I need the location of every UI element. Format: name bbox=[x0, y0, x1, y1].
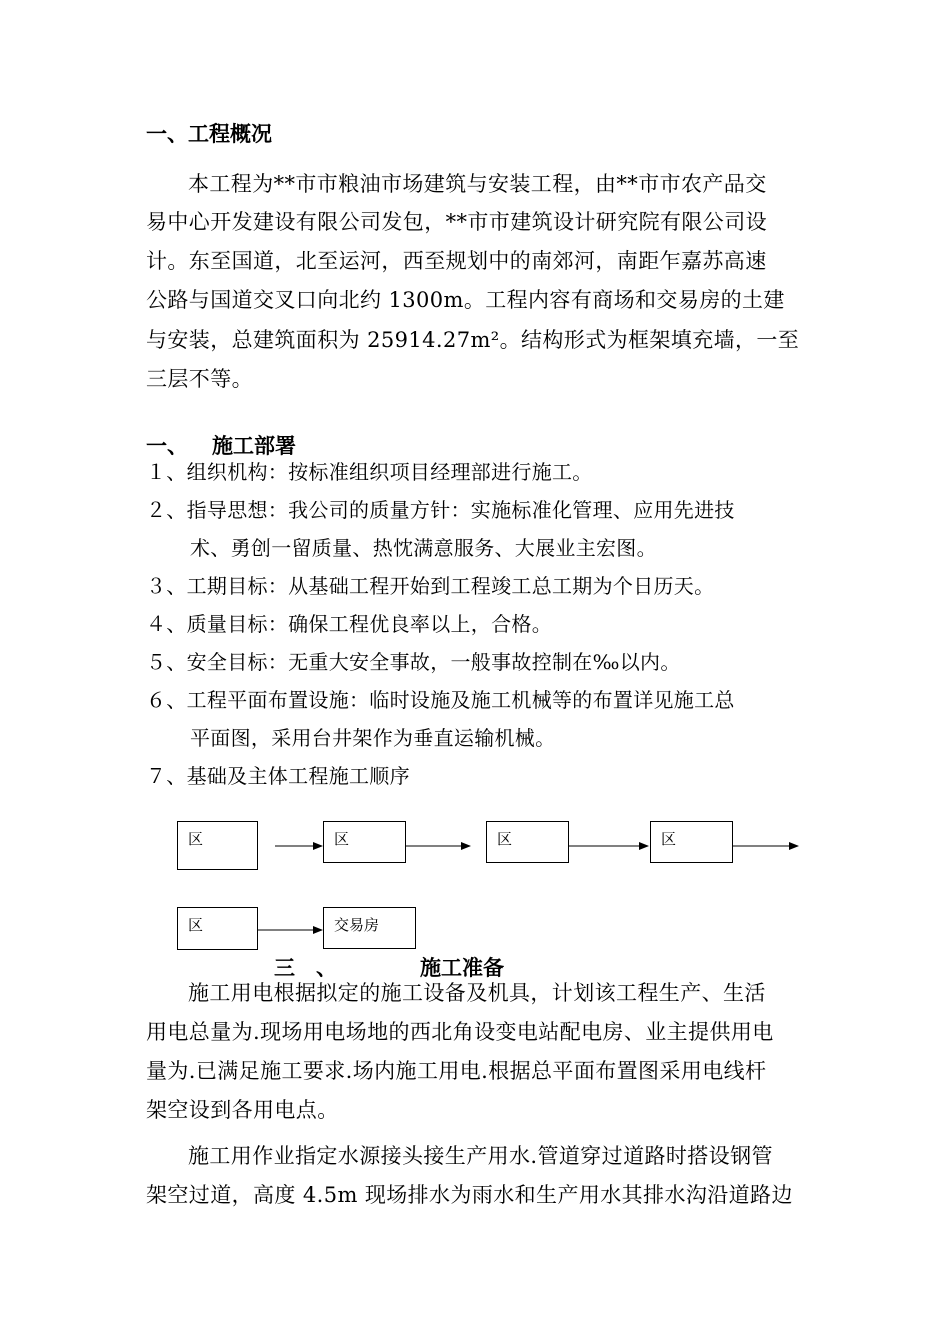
paragraph-line: 公路与国道交叉口向北约 1300m。工程内容有商场和交易房的土建 bbox=[146, 288, 785, 312]
paragraph-line: 架空过道，高度 4.5m 现场排水为雨水和生产用水其排水沟沿道路边 bbox=[146, 1183, 793, 1207]
list-item: ７、基础及主体工程施工顺序 bbox=[146, 764, 410, 788]
section-3-number: 三 、 bbox=[274, 955, 337, 980]
list-item: ６、工程平面布置设施：临时设施及施工机械等的布置详见施工总 bbox=[146, 688, 735, 712]
paragraph-line: 三层不等。 bbox=[146, 367, 253, 391]
paragraph-line: 施工用作业指定水源接头接生产用水.管道穿过道路时搭设钢管 bbox=[188, 1144, 773, 1168]
flow-box-trading-house: 交易房 bbox=[323, 907, 416, 949]
flow-box: 区 bbox=[486, 821, 569, 863]
section-1-heading: 一、工程概况 bbox=[146, 121, 272, 146]
paragraph-line: 本工程为**市市粮油市场建筑与安装工程，由**市市农产品交 bbox=[188, 172, 767, 196]
section-2-title: 施工部署 bbox=[212, 433, 296, 458]
paragraph-line: 量为.已满足施工要求.场内施工用电.根据总平面布置图采用电线杆 bbox=[146, 1059, 767, 1083]
flow-box: 区 bbox=[323, 821, 406, 863]
list-item: １、组织机构：按标准组织项目经理部进行施工。 bbox=[146, 460, 593, 484]
flow-box: 区 bbox=[650, 821, 733, 863]
paragraph-line: 用电总量为.现场用电场地的西北角设变电站配电房、业主提供用电 bbox=[146, 1020, 774, 1044]
list-item: ４、质量目标：确保工程优良率以上，合格。 bbox=[146, 612, 552, 636]
paragraph-line: 架空设到各用电点。 bbox=[146, 1098, 339, 1122]
list-item: ３、工期目标：从基础工程开始到工程竣工总工期为个日历天。 bbox=[146, 574, 715, 598]
section-3-title: 施工准备 bbox=[420, 955, 504, 980]
flow-box: 区 bbox=[177, 821, 258, 870]
paragraph-line: 施工用电根据拟定的施工设备及机具，计划该工程生产、生活 bbox=[188, 981, 766, 1005]
paragraph-line: 与安装，总建筑面积为 25914.27m²。结构形式为框架填充墙，一至 bbox=[146, 328, 800, 352]
list-item: ５、安全目标：无重大安全事故，一般事故控制在‰以内。 bbox=[146, 650, 681, 674]
list-item: ２、指导思想：我公司的质量方针：实施标准化管理、应用先进技 bbox=[146, 498, 735, 522]
paragraph-line: 易中心开发建设有限公司发包，**市市建筑设计研究院有限公司设 bbox=[146, 210, 767, 234]
flow-box: 区 bbox=[177, 907, 258, 950]
paragraph-line: 计。东至国道，北至运河，西至规划中的南郊河，南距乍嘉苏高速 bbox=[146, 249, 767, 273]
list-item-continuation: 平面图，采用台井架作为垂直运输机械。 bbox=[190, 726, 556, 750]
section-2-number: 一、 bbox=[146, 433, 188, 458]
list-item-continuation: 术、勇创一留质量、热忱满意服务、大展业主宏图。 bbox=[190, 536, 657, 560]
